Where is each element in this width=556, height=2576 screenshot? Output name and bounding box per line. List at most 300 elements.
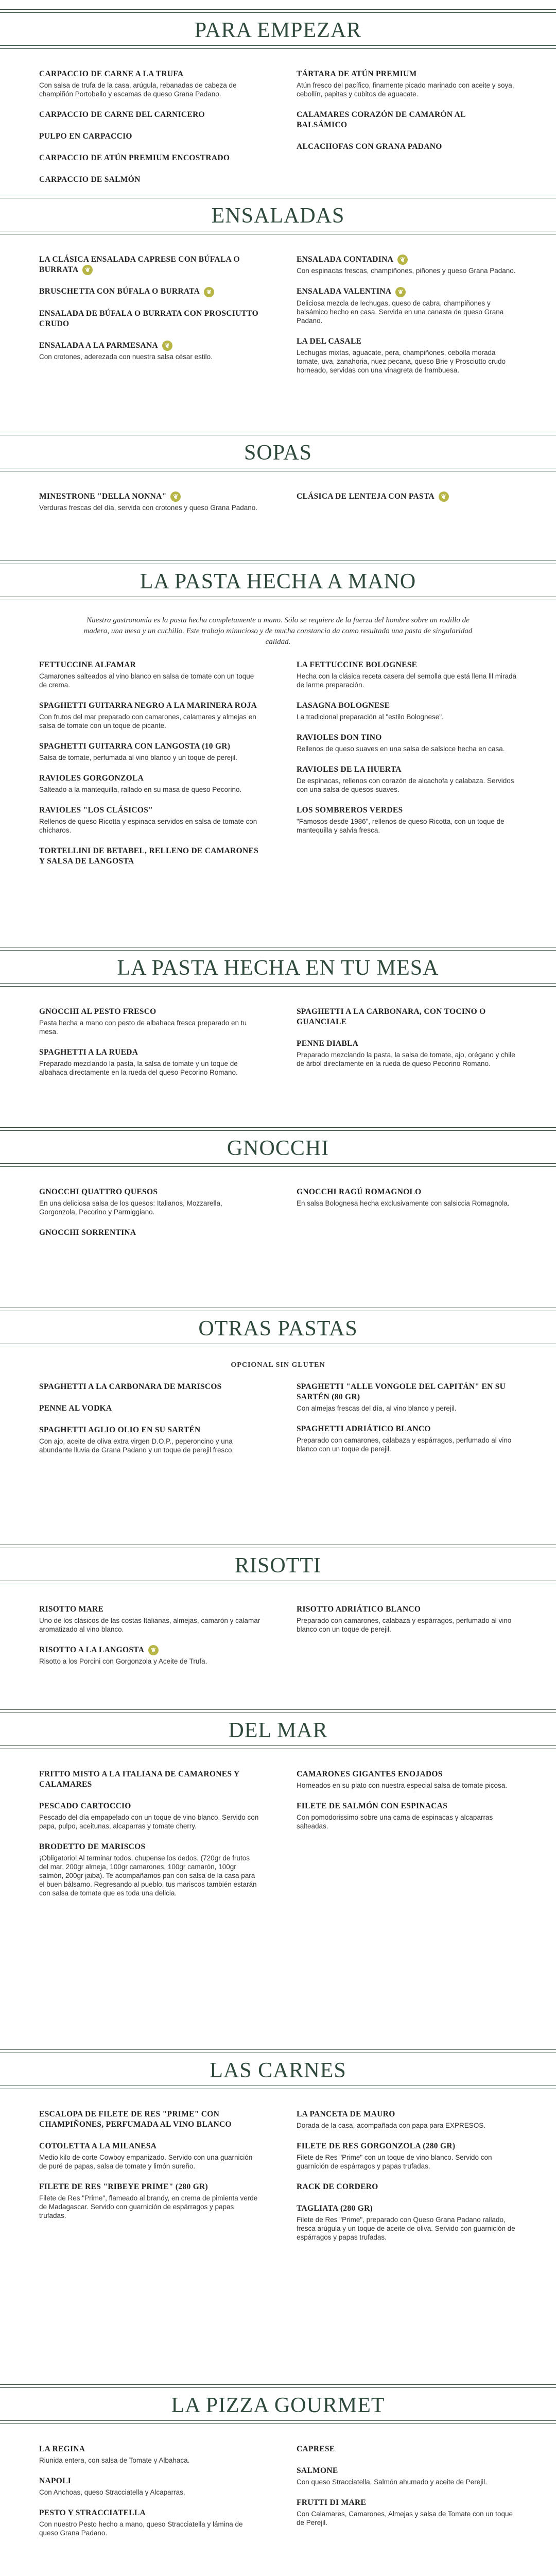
dish-name-text: SPAGHETTI GUITARRA CON LANGOSTA (10 GR) [39,742,231,751]
menu-item [297,1801,518,1831]
dish-description: Con almejas frescas del día, al vino blanco y perejil. [297,1404,457,1412]
dish-name [297,1424,518,1434]
section-title: LA PASTA HECHA EN TU MESA [117,956,439,980]
menu-item [39,660,260,689]
section-pasta-mano [0,551,556,866]
divider-rule [0,983,556,984]
dish-name-text: GNOCCHI AL PESTO FRESCO [39,1007,157,1016]
divider-rule [0,2384,556,2385]
dish-name-text: PENNE DIABLA [297,1039,359,1048]
menu-item [39,1769,260,1790]
divider-rule [0,2420,556,2421]
dish-name [39,2141,260,2151]
dish-name [39,2508,260,2518]
dish-name-text: ENSALADA DE BÚFALA O BURRATA CON PROSCIUTTO CRUDO [39,309,259,328]
menu-item [39,255,260,275]
dish-name [297,1801,518,1811]
dish-name-text: FRUTTI DI MARE [297,2498,367,2507]
dish-name [39,1645,260,1655]
divider-rule [0,48,556,49]
dish-description: Filete de Res "Prime", flameado al brandy, en crema de pimienta verde de Madagascar. Servido con guarnición de espárragos y papas trufadas. [39,2194,258,2219]
dish-description: Rellenos de queso Ricotta y espinaca servidos en salsa de tomate con chícharos. [39,818,257,834]
dish-description: "Famosos desde 1986", rellenos de queso Ricotta, con un toque de mantequilla y salvia fresca. [297,818,505,834]
menu-item [297,1769,518,1790]
dish-name-text: TÁRTARA DE ATÚN PREMIUM [297,70,417,78]
section-gnocchi [0,1118,556,1237]
dish-name [39,741,260,752]
dish-name-text: CAPRESE [297,2445,335,2453]
section-title: LA PASTA HECHA A MANO [140,570,416,594]
dish-description: Con pomodorissimo sobre una cama de espinacas y alcaparras salteadas. [297,1814,493,1830]
dish-name-text: GNOCCHI SORRENTINA [39,1228,136,1237]
menu-column-right [297,660,518,846]
dish-name-text: LOS SOMBREROS VERDES [297,806,403,815]
menu-column-right [297,492,518,513]
menu-item [297,69,518,98]
dish-name-text: ENSALADA A LA PARMESANA [39,341,158,350]
menu-column-left [39,69,260,196]
dish-description: Uno de los clásicos de las costas Italianas, almejas, camarón y calamar aromatizado al vino blanco. [39,1617,260,1633]
dish-name [297,660,518,670]
dish-description: Verduras frescas del día, servida con crotones y queso Grana Padano. [39,504,257,512]
dish-name-text: LA REGINA [39,2445,85,2453]
dish-name-text: SPAGHETTI GUITARRA NEGRO A LA MARINERA ROJA [39,701,257,710]
section-title: RISOTTI [235,1554,321,1578]
menu-item [39,2476,260,2497]
leaf-icon: ❦ [82,265,93,275]
dish-description: Pescado del día empapelado con un toque de vino blanco. Servido con papa, pulpo, aceitunas, alcaparras y tomate cherry. [39,1814,259,1830]
dish-name [297,1769,518,1780]
dish-name-text: LA CLÁSICA ENSALADA CAPRESE CON BÚFALA O BURRATA [39,255,240,274]
dish-name-text: ENSALADA CONTADINA [297,255,394,264]
dish-description: Salteado a la mantequilla, rallado en su masa de queso Pecorino. [39,786,242,793]
menu-item [39,1842,260,1897]
menu-item [297,492,518,502]
dish-name [297,2182,518,2192]
divider-rule [0,1163,556,1164]
menu-column-left [39,1604,260,1677]
menu-item [39,131,260,142]
divider-rule [0,1127,556,1128]
menu-item [39,1047,260,1077]
dish-name-text: CALAMARES CORAZÓN DE CAMARÓN AL BALSÁMICO [297,110,465,129]
divider-rule [0,45,556,46]
menu-item [39,110,260,120]
dish-name [297,336,518,347]
dish-name-text: PENNE AL VODKA [39,1404,112,1413]
menu-column-right [297,69,518,163]
dish-name [39,805,260,816]
dish-name [297,142,518,152]
dish-description: Deliciosa mezcla de lechugas, queso de cabra, champiñones y balsámico hecho en casa. Servida en una canasta de queso Grana Padano. [297,299,504,325]
menu-column-left [39,492,260,523]
dish-name [39,153,260,163]
menu-item [297,701,518,721]
dish-description: De espinacas, rellenos con corazón de alcachofa y calabaza. Servidos con una salsa de quesos suaves. [297,777,514,793]
dish-name-text: PULPO EN CARPACCIO [39,132,132,141]
dish-name [297,805,518,816]
dish-description: Risotto a los Porcini con Gorgonzola y Aceite de Trufa. [39,1657,207,1666]
menu-item [39,2444,260,2465]
menu-item [39,1425,260,1454]
menu-column-left [39,1382,260,1466]
dish-name-text: LA DEL CASALE [297,336,362,346]
menu-column-right [297,1604,518,1645]
dish-name [39,69,260,79]
section-header [0,1118,556,1175]
section-title: OTRAS PASTAS [198,1317,358,1341]
menu-item [39,492,260,512]
dish-description: En salsa Bolognesa hecha exclusivamente con salsiccia Romagnola. [297,1199,510,1207]
dish-name-text: PESCADO CARTOCCIO [39,1802,131,1810]
dish-description: Lechugas mixtas, aguacate, pera, champiñones, cebolla morada tomate, uva, zanahoria, nuez pecana, queso Brie y Prosciutto crudo horneado, servidas con una vinagreta de frambuesa. [297,348,506,374]
dish-name [39,660,260,670]
menu-item [297,1187,518,1208]
dish-name [297,110,518,130]
menu-column-right [297,1187,518,1219]
dish-description: Con queso Stracciatella, Salmón ahumado y aceite de Perejil. [297,2478,487,2486]
dish-name [39,492,260,502]
section-header [0,551,556,608]
dish-name [39,255,260,275]
menu-item [39,2141,260,2171]
dish-name [297,2141,518,2151]
section-otras-pastas [0,1298,556,1454]
divider-rule [0,1709,556,1710]
section-header [0,1298,556,1355]
menu-item [39,2508,260,2537]
dish-description: Pasta hecha a mano con pesto de albahaca fresca preparado en tu mesa. [39,1019,247,1036]
dish-description: La tradicional preparación al "estilo Bolognese". [297,713,444,721]
dish-name-text: COTOLETTA A LA MILANESA [39,2142,157,2150]
menu-item [297,805,518,835]
dish-name-text: FILETE DE RES GORGONZOLA (280 GR) [297,2142,456,2150]
leaf-icon: ❦ [162,341,172,351]
section-header [0,185,556,242]
menu-item [39,69,260,98]
dish-name-text: ALCACHOFAS CON GRANA PADANO [297,142,442,151]
dish-description: Con crotones, aderezada con nuestra salsa césar estilo. [39,353,213,361]
divider-rule [0,2387,556,2388]
divider-rule [0,2049,556,2050]
dish-description: Salsa de tomate, perfumada al vino blanco y un toque de perejil. [39,754,237,761]
dish-name-text: SPAGHETTI A LA CARBONARA DE MARISCOS [39,1382,222,1391]
menu-item [39,1645,260,1666]
dish-name-text: LA FETTUCCINE BOLOGNESE [297,660,418,669]
menu-item [39,1403,260,1414]
dish-name-text: RISOTTO A LA LANGOSTA [39,1646,145,1654]
menu-item [39,1187,260,1216]
menu-item [297,2466,518,2486]
section-title: ENSALADAS [211,204,345,228]
menu-item [39,846,260,867]
section-header [0,1535,556,1592]
menu-item [297,2109,518,2130]
menu-column-left [39,1187,260,1249]
dish-name [39,1228,260,1238]
menu-item [39,1604,260,1634]
dish-description: Medio kilo de corte Cowboy empanizado. Servido con una guarnición de puré de papas, salsa de tomate y limón sureño. [39,2154,253,2170]
dish-name [39,1425,260,1435]
divider-rule [0,12,556,13]
leaf-icon: ❦ [439,492,449,502]
menu-item [39,701,260,730]
dish-description: ¡Obligatorio! Al terminar todos, chupense los dedos. (720gr de frutos del mar, 200gr almeja, 100gr camarones, 100gr camarón, 100gr salmón, 200gr jaiba). Te acompañamos pan con salsa de la casa para el buen bálsamo. Regresando al pueblo, tus mariscos también estarán con salsa de tomate que es toda una delicia. [39,1854,257,1897]
dish-name-text: CARPACCIO DE ATÚN PREMIUM ENCOSTRADO [39,154,230,162]
dish-name [39,1403,260,1414]
dish-description: Filete de Res "Prime", preparado con Queso Grana Padano rallado, fresca arúgula y un toque de aceite de oliva. Servido con guarnición de espárragos y papas trufadas. [297,2216,515,2241]
dish-description: Con Anchoas, queso Stracciatella y Alcaparras. [39,2488,185,2496]
section-del-mar [0,1700,556,1897]
dish-description: Dorada de la casa, acompañada con papa para EXPRESOS. [297,2122,485,2129]
dish-name-text: LA PANCETA DE MAURO [297,2110,395,2119]
dish-name [39,309,260,329]
dish-description: Preparado mezclando la pasta, la salsa de tomate y un toque de albahaca directamente en la rueda del queso Pecorino Romano. [39,1060,238,1076]
section-title: DEL MAR [228,1719,328,1742]
dish-description: Filete de Res "Prime" con un toque de vino blanco. Servido con guarnición de espárragos y papas trufadas. [297,2154,492,2170]
section-carnes [0,2040,556,2241]
menu-item [297,1007,518,1027]
menu-item [297,110,518,130]
dish-name-text: BRUSCHETTA CON BÚFALA O BURRATA [39,287,200,296]
dish-description: Preparado con camarones, calabaza y espárragos, perfumado al vino blanco con un toque de perejil. [297,1436,512,1453]
menu-item [39,1801,260,1831]
section-risotti [0,1535,556,1666]
dish-name-text: ENSALADA VALENTINA [297,287,392,296]
menu-column-left [39,1769,260,1909]
divider-rule [0,1166,556,1167]
dish-name [297,1039,518,1049]
divider-rule [0,1745,556,1746]
menu-item [297,733,518,753]
menu-column-right [297,1382,518,1465]
menu-item [297,2182,518,2192]
dish-name [297,1007,518,1027]
menu-item [297,660,518,689]
section-para-empezar [0,0,556,184]
menu-column-left [39,2444,260,2549]
menu-item [39,1382,260,1392]
dish-name-text: GNOCCHI RAGÚ ROMAGNOLO [297,1188,422,1196]
menu-item [297,286,518,325]
divider-rule [0,986,556,987]
dish-description: Rellenos de queso suaves en una salsa de salsicce hecha en casa. [297,745,505,753]
dish-name [297,2109,518,2120]
dish-name-text: FILETE DE SALMÓN CON ESPINACAS [297,1802,448,1810]
dish-name [39,2444,260,2454]
section-header [0,1700,556,1757]
dish-name-text: CAMARONES GIGANTES ENOJADOS [297,1770,443,1778]
dish-name [297,1187,518,1197]
dish-name-text: SPAGHETTI A LA RUEDA [39,1048,138,1057]
dish-name [297,765,518,775]
divider-rule [0,950,556,951]
dish-name [39,1604,260,1615]
menu-column-right [297,1769,518,1842]
dish-name [297,733,518,743]
divider-rule [0,1130,556,1131]
dish-description: Con ajo, aceite de oliva extra virgen D.O.P., peperoncino y una abundante lluvia de Grana Padano y un toque de perejil fresco. [39,1437,234,1454]
menu-column-right [297,2444,518,2538]
dish-name [39,2182,260,2192]
dish-name [297,2466,518,2476]
dish-name-text: SPAGHETTI AGLIO OLIO EN SU SARTÉN [39,1426,201,1434]
section-title: SOPAS [244,441,312,465]
section-ensaladas [0,185,556,374]
leaf-icon: ❦ [170,492,181,502]
dish-name [39,175,260,185]
dish-name [297,492,518,502]
section-title: PARA EMPEZAR [194,19,362,42]
dish-name [39,1842,260,1852]
dish-name-text: FILETE DE RES "RIBEYE PRIME" (280 GR) [39,2182,208,2191]
dish-name-text: SALMONE [297,2466,338,2475]
section-header [0,938,556,994]
dish-description: En una deliciosa salsa de los quesos: Italianos, Mozzarella, Gorgonzola, Pecorino y Parmiggiano. [39,1199,222,1216]
dish-description: Hecha con la clásica receta casera del semolla que está llena lll mirada de larme preparación. [297,672,516,689]
menu-item [297,336,518,375]
dish-name [39,286,260,297]
section-title: LA PIZZA GOURMET [171,2394,385,2417]
dish-name [297,2498,518,2508]
dish-name [39,1007,260,1017]
dish-name-text: SPAGHETTI A LA CARBONARA, CON TOCINO O GUANCIALE [297,1007,486,1026]
dish-description: Con frutos del mar preparado con camarones, calamares y almejas en salsa de tomate con un toque de picante. [39,713,256,730]
menu-column-left [39,1007,260,1088]
dish-description: Horneados en su plato con nuestra especial salsa de tomate picosa. [297,1782,508,1789]
dish-name-text: RAVIOLES "LOS CLÁSICOS" [39,806,153,815]
dish-name-text: RISOTTO MARE [39,1605,104,1614]
dish-name [297,2444,518,2454]
menu-item [39,741,260,762]
menu-column-right [297,1007,518,1079]
menu-item [39,153,260,163]
leaf-icon: ❦ [395,287,406,297]
dish-name [297,286,518,297]
menu-column-left [39,2109,260,2231]
section-title: LAS CARNES [210,2059,346,2082]
dish-description: Preparado con camarones, calabaza y espárragos, perfumado al vino blanco con un toque de perejil. [297,1617,512,1633]
dish-name-text: RAVIOLES GORGONZOLA [39,774,144,783]
menu-item [297,1382,518,1413]
section-header [0,0,556,57]
dish-name [39,1382,260,1392]
leaf-icon: ❦ [204,287,214,297]
dish-name [297,255,518,265]
section-sopas [0,422,556,512]
menu-item [297,2444,518,2454]
menu-column-right [297,2109,518,2253]
menu-item [297,2141,518,2171]
dish-name [39,2109,260,2130]
dish-name-text: ESCALOPA DE FILETE DE RES "PRIME" CON CHAMPIÑONES, PERFUMADA AL VINO BLANCO [39,2110,232,2129]
dish-description: Atún fresco del pacífico, finamente picado marinado con aceite y soya, cebollín, papitas y cubitos de aguacate. [297,81,514,98]
menu-item [297,1604,518,1634]
section-subtitle: OPCIONAL SIN GLUTEN [231,1361,325,1369]
dish-name [39,1769,260,1790]
menu-item [297,142,518,152]
menu-item [39,1228,260,1238]
menu-item [297,2204,518,2242]
dish-name [39,1047,260,1058]
leaf-icon: ❦ [148,1645,159,1655]
leaf-icon: ❦ [397,255,408,265]
dish-name [39,110,260,120]
dish-name [39,1187,260,1197]
dish-name-text: CARPACCIO DE CARNE A LA TRUFA [39,70,184,78]
dish-description: Camarones salteados al vino blanco en salsa de tomate con un toque de crema. [39,672,254,689]
dish-name [39,846,260,867]
dish-name-text: FRITTO MISTO A LA ITALIANA DE CAMARONES Y CALAMARES [39,1770,239,1789]
menu-item [39,2182,260,2220]
menu-item [39,309,260,329]
menu-item [297,765,518,794]
dish-name-text: NAPOLI [39,2477,72,2485]
dish-name-text: BRODETTO DE MARISCOS [39,1842,146,1851]
menu-column-right [297,255,518,386]
dish-name [297,1382,518,1402]
dish-name-text: LASAGNA BOLOGNESE [297,701,390,710]
dish-description: Con salsa de trufa de la casa, arúgula, rebanadas de cabeza de champiñón Portobello y escamas de queso Grana Padano. [39,81,237,98]
dish-name-text: CARPACCIO DE SALMÓN [39,175,141,184]
section-pasta-mesa [0,938,556,1076]
dish-name [297,2204,518,2214]
menu-item [39,286,260,297]
dish-name [297,1604,518,1615]
dish-name [39,773,260,784]
dish-name-text: FETTUCCINE ALFAMAR [39,660,136,669]
dish-name [39,2476,260,2486]
menu-column-left [39,255,260,372]
menu-column-left [39,660,260,878]
dish-name-text: GNOCCHI QUATTRO QUESOS [39,1188,158,1196]
dish-name-text: RAVIOLES DON TINO [297,733,382,742]
section-title: GNOCCHI [227,1137,329,1160]
dish-name-text: CARPACCIO DE CARNE DEL CARNICERO [39,110,205,119]
dish-name-text: RISOTTO ADRIÁTICO BLANCO [297,1605,421,1614]
divider-rule [0,9,556,10]
menu-item [39,773,260,794]
dish-name [297,69,518,79]
menu-item [39,341,260,361]
menu-item [39,175,260,185]
dish-name [39,131,260,142]
menu-item [297,1039,518,1068]
dish-name-text: RAVIOLES DE LA HUERTA [297,765,402,774]
dish-name [39,1801,260,1811]
section-header [0,2040,556,2097]
menu-item [39,1007,260,1036]
section-header [0,2375,556,2432]
section-intro: Nuestra gastronomía es la pasta hecha completamente a mano. Sólo se requiere de la fuerza del hombre sobre un rodillo de madera, una mesa y un cuchillo. Este trabajo minucioso y de mucha constancia da como resultado una pasta de singularidad calidad. [83,616,473,646]
dish-description: Con Calamares, Camarones, Almejas y salsa de Tomate con un toque de Perejil. [297,2510,513,2527]
dish-name-text: SPAGHETTI "ALLE VONGOLE DEL CAPITÁN" EN SU SARTÉN (80 GR) [297,1382,506,1401]
menu-item [297,255,518,275]
dish-description: Con nuestro Pesto hecho a mano, queso Stracciatella y lámina de queso Grana Padano. [39,2520,243,2537]
dish-description: Preparado mezclando la pasta, la salsa de tomate, ajo, orégano y chile de árbol directamente en la rueda de queso Pecorino Romano. [297,1051,515,1067]
dish-name-text: TAGLIATA (280 GR) [297,2204,373,2213]
dish-name-text: MINESTRONE "DELLA NONNA" [39,492,167,501]
dish-name-text: SPAGHETTI ADRIÁTICO BLANCO [297,1425,431,1433]
dish-name-text: TORTELLINI DE BETABEL, RELLENO DE CAMARONES Y SALSA DE LANGOSTA [39,846,259,866]
dish-description: Con espinacas frescas, champiñones, piñones y queso Grana Padano. [297,267,516,275]
menu-item [297,2498,518,2527]
section-pizza-gourmet [0,2375,556,2537]
dish-name [39,341,260,351]
dish-name-text: CLÁSICA DE LENTEJA CON PASTA [297,492,435,501]
menu-item [39,2109,260,2130]
dish-name-text: PESTO Y STRACCIATELLA [39,2509,146,2517]
